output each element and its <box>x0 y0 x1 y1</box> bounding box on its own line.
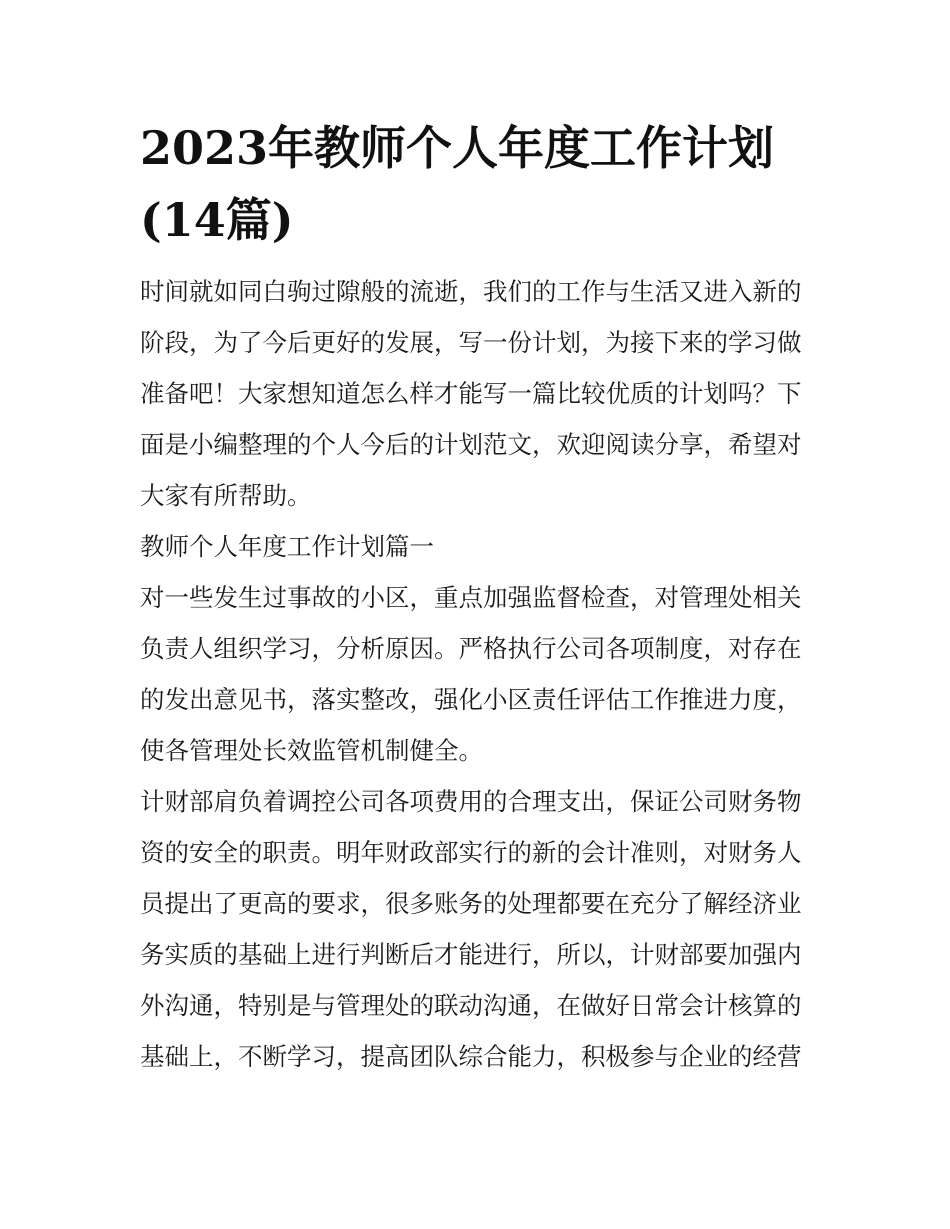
title-line-1: 2023年教师个人年度工作计划 <box>140 121 775 175</box>
text-line: 对一些发生过事故的小区，重点加强监督检查，对管理处相关 <box>140 583 802 612</box>
document-title <box>140 112 812 256</box>
text-line: 阶段，为了今后更好的发展，写一份计划，为接下来的学习做 <box>140 328 802 357</box>
document-page <box>140 112 812 1082</box>
text-line: 时间就如同白驹过隙般的流逝，我们的工作与生活又进入新的 <box>140 277 802 306</box>
text-line: 准备吧！大家想知道怎么样才能写一篇比较优质的计划吗？下 <box>140 379 802 408</box>
text-line: 基础上，不断学习，提高团队综合能力，积极参与企业的经营 <box>140 1042 802 1071</box>
text-line: 大家有所帮助。 <box>140 481 312 510</box>
body-paragraph-1 <box>140 572 812 776</box>
text-line: 务实质的基础上进行判断后才能进行，所以，计财部要加强内 <box>140 940 802 969</box>
text-line: 使各管理处长效监管机制健全。 <box>140 736 483 765</box>
text-line: 资的安全的职责。明年财政部实行的新的会计准则，对财务人 <box>140 838 802 867</box>
intro-paragraph <box>140 266 812 521</box>
text-line: 面是小编整理的个人今后的计划范文，欢迎阅读分享，希望对 <box>140 430 802 459</box>
document-body <box>140 266 812 1082</box>
text-line: 教师个人年度工作计划篇一 <box>140 532 434 561</box>
title-line-2: (14篇) <box>140 193 294 247</box>
text-line: 外沟通，特别是与管理处的联动沟通，在做好日常会计核算的 <box>140 991 802 1020</box>
text-line: 负责人组织学习，分析原因。严格执行公司各项制度，对存在 <box>140 634 802 663</box>
body-paragraph-2 <box>140 776 812 1082</box>
text-line: 的发出意见书，落实整改，强化小区责任评估工作推进力度， <box>140 685 802 714</box>
section-heading <box>140 521 812 572</box>
text-line: 员提出了更高的要求，很多账务的处理都要在充分了解经济业 <box>140 889 802 918</box>
text-line: 计财部肩负着调控公司各项费用的合理支出，保证公司财务物 <box>140 787 802 816</box>
